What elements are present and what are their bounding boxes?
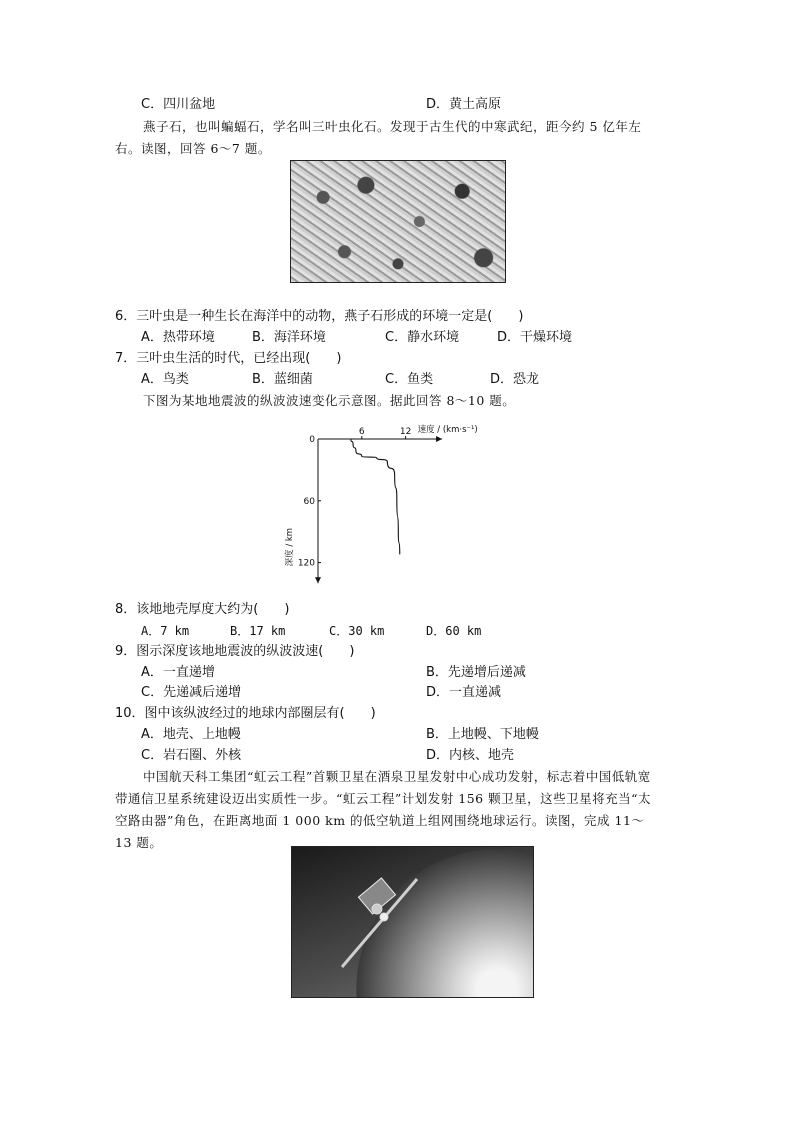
q5-option-c: C．四川盆地 xyxy=(141,97,216,112)
q7-stem: 7．三叶虫生活的时代，已经出现( ) xyxy=(115,351,342,366)
q6-option-b: B．海洋环境 xyxy=(252,330,326,345)
q10-option-a: A．地壳、上地幔 xyxy=(141,727,241,742)
x-tick-label: 12 xyxy=(399,427,412,437)
fossil-intro: 燕子石，也叫蝙蝠石，学名叫三叶虫化石。发现于古生代的中寒武纪，距今约 5 亿年左右。读图，回答 6～7 题。 xyxy=(115,119,642,156)
q10-stem: 10．图中该纵波经过的地球内部圈层有( ) xyxy=(115,706,376,721)
q9-option-d: D．一直递减 xyxy=(426,685,502,700)
velocity-curve xyxy=(351,439,400,554)
q6-option-c: C．静水环境 xyxy=(385,330,460,345)
q9-stem: 9．图示深度该地地震波的纵波波速( ) xyxy=(115,644,355,659)
q7-option-a: A．鸟类 xyxy=(141,372,189,387)
q8-stem: 8．该地地壳厚度大约为( ) xyxy=(115,602,290,617)
q8-option-d: D．60 km xyxy=(426,624,482,638)
q5-option-d: D．黄土高原 xyxy=(426,97,502,112)
q9-option-a: A．一直递增 xyxy=(141,665,215,680)
q6-option-a: A．热带环境 xyxy=(141,330,215,345)
q10-option-d: D．内核、地壳 xyxy=(426,748,515,763)
x-axis-arrow xyxy=(436,436,442,442)
q8-option-b: B．17 km xyxy=(230,624,286,638)
y-tick-label: 0 xyxy=(309,435,315,445)
q7-option-d: D．恐龙 xyxy=(490,372,540,387)
trilobite-fossil-image xyxy=(290,160,506,283)
y-tick-label: 120 xyxy=(297,558,315,569)
y-axis-arrow xyxy=(315,577,321,583)
q10-option-b: B．上地幔、下地幔 xyxy=(426,727,539,742)
q9-option-c: C．先递减后递增 xyxy=(141,685,242,700)
wave-intro: 下图为某地地震波的纵波波速变化示意图。据此回答 8～10 题。 xyxy=(143,393,516,408)
q8-option-c: C．30 km xyxy=(329,624,385,638)
q6-option-d: D．干燥环境 xyxy=(497,330,573,345)
x-axis-label: 速度 / (km·s⁻¹) xyxy=(417,425,478,435)
q8-option-a: A．7 km xyxy=(141,624,190,638)
x-tick-label: 6 xyxy=(358,427,365,437)
q9-option-b: B．先递增后递减 xyxy=(426,665,526,680)
p-wave-velocity-chart xyxy=(280,418,510,590)
q7-option-c: C．鱼类 xyxy=(385,372,434,387)
q7-option-b: B．蓝细菌 xyxy=(252,372,313,387)
q6-stem: 6．三叶虫是一种生长在海洋中的动物，燕子石形成的环境一定是( ) xyxy=(115,309,524,324)
satellite-intro: 中国航天科工集团“虹云工程”首颗卫星在酒泉卫星发射中心成功发射，标志着中国低轨宽带通信卫星系统建设迈出实质性一步。“虹云工程”计划发射 156 颗卫星，这些卫星将充当“太空路由器”角色，在距离地面 1 000 km 的低空轨道上组网围绕地球运行。读图，完成 11～13 题。 xyxy=(115,769,651,850)
y-axis-label: 深度 / km xyxy=(285,527,295,567)
y-tick-label: 60 xyxy=(303,496,315,507)
satellite-earth-image xyxy=(291,846,534,998)
q10-option-c: C．岩石圈、外核 xyxy=(141,748,242,763)
